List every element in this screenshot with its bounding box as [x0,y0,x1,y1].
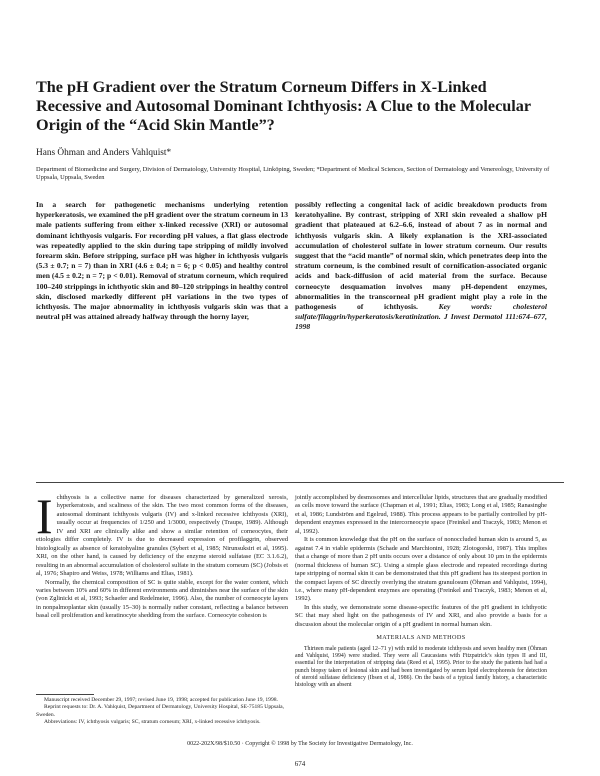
article-title: The pH Gradient over the Stratum Corneum Differs in X-Linked Recessive and Autosomal Dominant Ichthyosis: A Clue to the Molecular Origin of the “Acid Skin Mantle”? [36,78,531,134]
paragraph-text: chthyosis is a collective name for diseases characterized by generalized xerosis, hyperkeratosis, and scaliness of the skin. The two most common forms of the diseases, autosomal dominant ichthyosis vulgaris (IV) and x-linked recessive ichthyosis (XRI), usually occur at frequencies of 1/250 and 1/3000, respectively (Traupe, 1989). Although IV and XRI are clinically alike and show a similar retention of corneocytes, their etiologies differ completely. IV is due to decreased expression of profilaggrin, observed histologically as absence of keratohyaline granules (Sybert et al, 1985; Nirunsuksiri et al, 1995). XRI, on the other hand, is caused by deficiency of the enzyme steroid sulfatase (EC 3.1.6.2), resulting in an abnormal accumulation of cholesterol sulfate in the stratum corneum (SC) (Jobsis et al, 1976; Shapiro and Weiss, 1978; Williams and Elias, 1981). [36,494,288,578]
abstract-divider [36,482,564,483]
page-number: 674 [294,760,306,768]
abstract-text-right: possibly reflecting a congenital lack of acidic breakdown products from keratohyaline. By contrast, stripping of XRI skin revealed a shallow pH gradient that plateaued at 6.2–6.6, instead of about 7 as in normal and ichthyosis vulgaris skin. A likely explanation is the XRI-associated accumulation of cholesterol sulfate in lower stratum corneum. Our results suggest that the “acid mantle” of normal skin, which penetrates deep into the stratum corneum, is the combined result of cornification-associated organic acids and back-diffusion of acid material from the surface. Because corneocyte desquamation involves many pH-dependent enzymes, abnormalities in the transcorneal pH gradient might play a role in the pathogenesis of ichthyosis. [295,200,547,312]
methods-paragraph: Thirteen male patients (aged 12–71 y) with mild to moderate ichthyosis and seven healthy men (Öhman and Vahlquist, 1994) were studied. They were all Caucasians with Fitzpatrick’s skin types II and III, essential for the interpretation of stripping data (Reed et al, 1995). Prior to the study the patients had had a punch biopsy taken of lesional skin and had been investigated by serum lipid electrophoresis for detection of steroid sulfatase deficiency (Ibsen et al, 1986). On the basis of a typical family history, a characteristic histology with an absent [295,645,547,689]
footnote-received: Manuscript received December 29, 1997; revised June 19, 1998; accepted for publication June 19, 1998. [44,697,278,703]
footnote-divider [36,694,94,695]
abstract-keywords: Key words: cholesterol sulfate/filaggrin/hyperkeratosis/keratinization. [295,302,547,322]
copyright-line: 0022-202X/98/$10.50 · Copyright © 1998 by The Society for Investigative Dermatology, Inc. [187,741,413,747]
body-right-column [295,494,547,689]
authors: Hans Öhman and Anders Vahlquist* [36,148,172,158]
body-paragraph: Normally, the chemical composition of SC is quite stable, except for the water content, which varies between 10% and 60% in different environments and diminishes near the surface of the skin (von Zglinicki et al, 1993; Schaefer and Redelmeier, 1996). Also, the number of corneocyte layers in nonpalmoplantar skin (usually 15–30) is normally rather constant, reflecting a balance between basal cell proliferation and keratinocyte shedding from the surface. Corneocyte cohesion is [36,578,288,620]
footnote-abbreviations: Abbreviations: IV, ichthyosis vulgaris; SC, stratum corneum; XRI, x-linked recessive ichthyosis. [44,719,261,726]
section-heading: MATERIALS AND METHODS [376,634,466,642]
abstract-left-column [36,200,288,322]
body-paragraph: It is common knowledge that the pH on the surface of nonoccluded human skin is around 5, as against 7.4 in viable epidermis (Schade and Marchionini, 1928; Zlotogorski, 1987). This implies that a change of more than 2 pH units occurs over a distance of only about 10 µm in the epidermis (normal thickness of human SC). Using a simple glass electrode and repeated recordings during tape stripping of normal skin it can be demonstrated that this pH gradient has its steepest portion in the compact layers of SC directly overlying the stratum granulosum (Öhman and Vahlquist, 1994), i.e., where many pH-dependent enzymes are operating (Freinkel and Traczyk, 1983; Menon et al, 1992). [295,536,547,603]
body-paragraph: In this study, we demonstrate some disease-specific features of the pH gradient in ichthyotic SC that may shed light on the pathogenesis of IV and XRI, and also provide a basis for a discussion about the molecular origin of a pH gradient in normal human skin. [295,603,547,628]
footnotes [36,697,288,727]
abstract-text-left: In a search for pathogenetic mechanisms underlying retention hyperkeratosis, we examined the pH gradient over the stratum corneum in 13 male patients suffering from either x-linked recessive (XRI) or autosomal dominant ichthyosis vulgaris. For recording pH values, a flat glass electrode was repeatedly applied to the skin during tape stripping of mildly involved forearm skin. Before stripping, surface pH was higher in ichthyosis vulgaris (5.3 ± 0.7; n = 7) than in XRI (4.6 ± 0.4; n = 6; p < 0.05) and healthy control men (4.5 ± 0.2; n = 7; p < 0.01). Removal of stratum corneum, which required 100–240 strippings in ichthyotic skin and 80–120 strippings in healthy control skin, disclosed markedly different pH variations in the two types of ichthyosis. The major abnormality in ichthyosis vulgaris skin was that a neutral pH was attained already halfway through the horny layer, [36,200,288,322]
body-left-column [36,488,288,621]
footnote-reprint: Reprint requests to: Dr. A. Vahlquist, Department of Dermatology, University Hospital, SE-75185 Uppsala, Sweden. [36,704,285,718]
intro-paragraph [36,488,288,579]
affiliation: Department of Biomedicine and Surgery, Division of Dermatology, University Hospital, Linköping, Sweden; *Department of Medical Sciences, Section of Dermatology and Venereology, University of Uppsala, Uppsala, Sweden [36,166,550,182]
abstract-citation: J Invest Dermatol 111:674–677, 1998 [295,312,547,332]
abstract-right-column [295,200,547,333]
body-paragraph: jointly accomplished by desmosomes and intercellular lipids, structures that are gradually modified as cells move toward the surface (Chapman et al, 1991; Elias, 1983; Long et al, 1985; Ranasinghe et al, 1986; Lundström and Egelrud, 1988). This process appears to be partially controlled by pH-dependent enzymes expressed in the intercorneocyte space (Freinkel and Traczyk, 1983; Menon et al, 1992). [295,494,547,535]
drop-cap: I [36,488,53,544]
